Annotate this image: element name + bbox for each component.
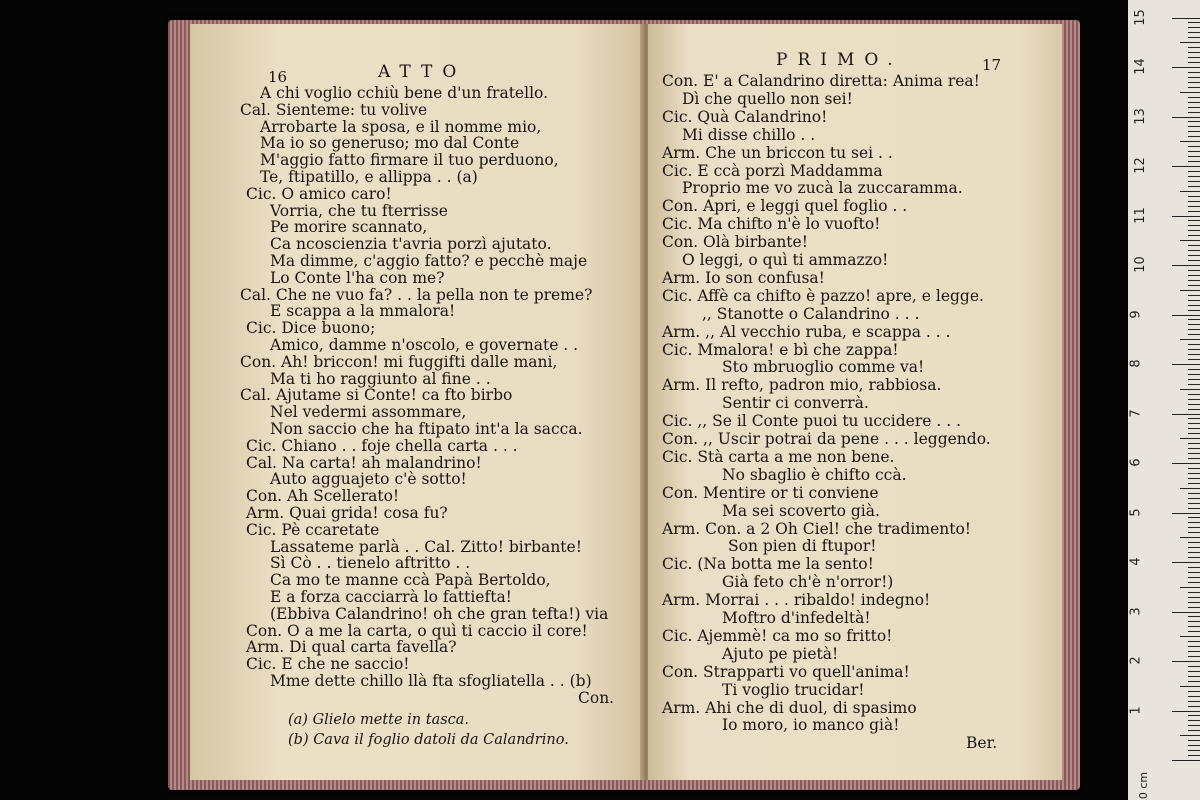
ruler-tick (1180, 141, 1200, 142)
ruler-tick (1188, 577, 1200, 578)
text-line: Lo Conte l'ha con me? (270, 268, 445, 287)
ruler-tick (1188, 572, 1200, 573)
measuring-ruler (1128, 0, 1200, 800)
ruler-tick (1188, 146, 1200, 147)
ruler-tick (1188, 201, 1200, 202)
ruler-tick (1188, 468, 1200, 469)
ruler-tick (1188, 102, 1200, 103)
ruler-tick (1188, 755, 1200, 756)
ruler-tick (1188, 354, 1200, 355)
ruler-tick (1188, 706, 1200, 707)
ruler-tick (1188, 47, 1200, 48)
ruler-tick (1188, 280, 1200, 281)
text-line: Arm. Io son confusa! (662, 268, 825, 287)
ruler-number: 5 (1128, 507, 1144, 517)
text-line: Arm. Quai grida! cosa fu? (246, 504, 448, 522)
ruler-tick (1188, 37, 1200, 38)
text-line: Lassateme parlà . . Cal. Zitto! birbante! (270, 537, 582, 556)
ruler-tick (1188, 547, 1200, 548)
ruler-tick (1188, 616, 1200, 617)
ruler-tick (1188, 22, 1200, 23)
ruler-tick (1172, 513, 1200, 514)
ruler-tick (1188, 493, 1200, 494)
ruler-number: 15 (1132, 8, 1148, 26)
left-page (190, 24, 645, 780)
ruler-tick (1188, 77, 1200, 78)
ruler-tick (1188, 676, 1200, 677)
ruler-tick (1188, 379, 1200, 380)
ruler-tick (1180, 438, 1200, 439)
ruler-tick (1188, 597, 1200, 598)
text-line: Cic. Ma chifto n'è lo vuofto! (662, 215, 881, 234)
text-line: Cic. Affè ca chifto è pazzo! apre, e legge. (662, 286, 984, 305)
text-line: Auto agguajeto c'è sotto! (270, 470, 467, 489)
ruler-tick (1188, 32, 1200, 33)
text-line: Arm. Di qual carta favella? (246, 638, 457, 657)
ruler-tick (1188, 448, 1200, 449)
ruler-tick (1188, 300, 1200, 301)
page-number: 16 (268, 68, 288, 86)
ruler-tick (1188, 404, 1200, 405)
ruler-tick (1172, 562, 1200, 563)
ruler-tick (1188, 666, 1200, 667)
ruler-tick (1188, 745, 1200, 746)
text-line: Sì Cò . . tienelo aftritto . . (270, 554, 471, 573)
ruler-tick (1188, 567, 1200, 568)
text-line: Cal. Ajutame si Conte! ca fto birbo (240, 386, 513, 405)
ruler-tick (1188, 131, 1200, 132)
ruler-tick (1188, 428, 1200, 429)
ruler-tick (1188, 97, 1200, 98)
ruler-tick (1188, 498, 1200, 499)
ruler-tick (1188, 626, 1200, 627)
ruler-tick (1188, 206, 1200, 207)
ruler-tick (1188, 503, 1200, 504)
ruler-tick (1188, 230, 1200, 231)
ruler-number: 8 (1128, 359, 1144, 368)
ruler-tick (1180, 587, 1200, 588)
ruler-tick (1188, 374, 1200, 375)
ruler-tick (1180, 42, 1200, 43)
ruler-tick (1188, 161, 1200, 162)
ruler-tick (1172, 661, 1200, 662)
text-line: Cic. ,, Se il Conte puoi tu uccidere . . . (662, 412, 961, 431)
ruler-tick (1188, 750, 1200, 751)
ruler-tick (1188, 196, 1200, 197)
ruler-tick (1188, 295, 1200, 296)
text-line: Sentir ci converrà. (722, 394, 869, 413)
page-number: 17 (982, 56, 1002, 74)
text-line: Con. Strapparti vo quell'anima! (662, 662, 910, 681)
ruler-tick (1180, 339, 1200, 340)
ruler-number: 14 (1132, 58, 1148, 75)
ruler-tick (1188, 344, 1200, 345)
ruler-tick (1188, 641, 1200, 642)
text-line: Ca ncoscienzia t'avria porzì ajutato. (270, 235, 552, 254)
ruler-tick (1188, 656, 1200, 657)
ruler-tick (1188, 329, 1200, 330)
ruler-tick (1188, 112, 1200, 113)
ruler-tick (1172, 265, 1200, 266)
ruler-tick (1180, 636, 1200, 637)
ruler-tick (1188, 715, 1200, 716)
text-line: Cic. Chiano . . foje chella carta . . . (246, 436, 518, 455)
text-line: Nel vedermi assommare, (270, 403, 467, 422)
text-line: Non saccio che ha ftipato int'a la sacca. (270, 420, 583, 438)
text-line: Cic. Mmalora! e bì che zappa! (662, 340, 899, 359)
text-line: Ber. (966, 734, 998, 753)
ruler-tick (1188, 725, 1200, 726)
ruler-tick (1180, 191, 1200, 192)
ruler-tick (1188, 319, 1200, 320)
text-line: Vorria, che tu fterrisse (270, 201, 448, 220)
ruler-tick (1188, 483, 1200, 484)
ruler-tick (1188, 409, 1200, 410)
ruler-tick (1188, 72, 1200, 73)
ruler-tick (1188, 310, 1200, 311)
ruler-tick (1188, 557, 1200, 558)
footnote: (b) Cava il foglio datoli da Calandrino. (288, 732, 569, 748)
text-line: Ma dimme, c'aggio fatto? e pecchè maje (270, 252, 588, 270)
text-line: Ma io so generuso; mo dal Conte (260, 134, 520, 153)
text-line: Io moro, io manco già! (722, 716, 900, 735)
ruler-tick (1188, 250, 1200, 251)
ruler-tick (1180, 488, 1200, 489)
text-line: Cic. Stà carta a me non bene. (662, 447, 895, 466)
text-line: Ca mo te manne ccà Papà Bertoldo, (270, 571, 551, 590)
ruler-tick (1172, 364, 1200, 365)
ruler-tick (1188, 245, 1200, 246)
ruler-tick (1188, 305, 1200, 306)
text-line: Cic. E ccà porzì Maddamma (662, 161, 883, 180)
ruler-tick (1188, 57, 1200, 58)
ruler-number: 9 (1128, 309, 1144, 319)
ruler-tick (1188, 62, 1200, 63)
ruler-tick (1180, 537, 1200, 538)
ruler-tick (1188, 681, 1200, 682)
ruler-tick (1172, 67, 1200, 68)
ruler-tick (1188, 478, 1200, 479)
ruler-tick (1180, 290, 1200, 291)
ruler-tick (1188, 399, 1200, 400)
ruler-tick (1188, 527, 1200, 528)
text-line: Con. Olà birbante! (662, 233, 808, 252)
ruler-tick (1188, 508, 1200, 509)
text-line: Cal. Che ne vuo fa? . . la pella non te preme? (240, 285, 593, 304)
text-line: Con. Mentire or ti conviene (662, 483, 879, 502)
footnote: (a) Glielo mette in tasca. (288, 712, 470, 728)
ruler-number: 10 (1132, 256, 1148, 273)
text-line: Cic. Ajemmè! ca mo so fritto! (662, 626, 893, 645)
ruler-tick (1188, 701, 1200, 702)
text-line: E scappa a la mmalora! (270, 302, 456, 321)
ruler-tick (1188, 458, 1200, 459)
text-line: Arm. Con. a 2 Oh Ciel! che tradimento! (662, 519, 972, 538)
text-line: Arrobarte la sposa, e il nomme mio, (260, 117, 542, 136)
ruler-tick (1188, 453, 1200, 454)
text-line: (Ebbiva Calandrino! oh che gran tefta!) via (270, 604, 609, 623)
ruler-number: 11 (1132, 206, 1148, 224)
text-line: Cal. Na carta! ah malandrino! (246, 453, 482, 472)
text-line: No sbaglio è chifto ccà. (722, 465, 907, 484)
ruler-tick (1188, 522, 1200, 523)
text-line: Con. E' a Calandrino diretta: Anima rea! (662, 72, 980, 90)
text-line: ,, Stanotte o Calandrino . . . (702, 304, 920, 323)
text-line: Ajuto pe pietà! (722, 644, 839, 663)
ruler-tick (1188, 552, 1200, 553)
text-line: Sto mbruoglio comme va! (722, 358, 925, 377)
ruler-tick (1172, 463, 1200, 464)
ruler-tick (1188, 260, 1200, 261)
ruler-tick (1188, 720, 1200, 721)
ruler-tick (1188, 359, 1200, 360)
text-line: Cic. E che ne saccio! (246, 655, 410, 674)
ruler-tick (1180, 389, 1200, 390)
ruler-tick (1188, 220, 1200, 221)
ruler-tick (1188, 270, 1200, 271)
text-line: Mme dette chillo llà fta sfogliatella . . (b) (270, 672, 592, 690)
ruler-number: 1 (1128, 705, 1144, 715)
text-line: Cic. Dice buono; (246, 319, 376, 338)
ruler-tick (1188, 607, 1200, 608)
text-line: Cal. Sienteme: tu volive (240, 100, 428, 119)
text-line: Cic. Pè ccaretate (246, 520, 380, 539)
ruler-tick (1188, 671, 1200, 672)
ruler-tick (1188, 27, 1200, 28)
ruler-tick (1188, 646, 1200, 647)
text-line: Con. Ah! briccon! mi fuggifti dalle mani, (240, 352, 558, 371)
ruler-tick (1188, 542, 1200, 543)
text-line: Arm. Ahi che di duol, di spasimo (662, 698, 917, 717)
ruler-tick (1188, 156, 1200, 157)
ruler-tick (1188, 532, 1200, 533)
ruler-tick (1188, 186, 1200, 187)
text-line: Già feto ch'è n'orror!) (722, 573, 894, 592)
ruler-tick (1188, 181, 1200, 182)
ruler-tick (1188, 87, 1200, 88)
text-line: Con. (578, 688, 615, 707)
ruler-tick (1188, 151, 1200, 152)
ruler-tick (1188, 433, 1200, 434)
ruler-tick (1180, 735, 1200, 736)
text-line: Cic. (Na botta me la sento! (662, 555, 874, 574)
ruler-tick (1188, 592, 1200, 593)
ruler-tick (1188, 473, 1200, 474)
ruler-tick (1188, 255, 1200, 256)
text-line: Con. Apri, e leggi quel foglio . . (662, 197, 908, 216)
text-line: M'aggio fatto firmare il tuo perduono, (260, 151, 559, 170)
text-line: Con. O a me la carta, o quì ti caccio il core! (246, 621, 588, 640)
ruler-number: 3 (1128, 606, 1144, 616)
ruler-tick (1172, 216, 1200, 217)
text-line: Cic. Quà Calandrino! (662, 107, 828, 126)
ruler-tick (1188, 82, 1200, 83)
ruler-tick (1188, 631, 1200, 632)
ruler-tick (1188, 121, 1200, 122)
ruler-number: 4 (1128, 557, 1144, 566)
ruler-tick (1172, 166, 1200, 167)
ruler-tick (1188, 423, 1200, 424)
ruler-number: 7 (1128, 408, 1144, 418)
ruler-tick (1188, 52, 1200, 53)
text-line: Arm. Che un briccon tu sei . . (662, 143, 893, 162)
ruler-tick (1172, 760, 1200, 761)
ruler-tick (1188, 275, 1200, 276)
ruler-tick (1172, 18, 1200, 19)
ruler-tick (1188, 136, 1200, 137)
right-page (648, 24, 1062, 780)
text-line: Ma sei scoverto già. (722, 501, 880, 520)
ruler-tick (1188, 171, 1200, 172)
text-line: Arm. Morrai . . . ribaldo! indegno! (662, 591, 931, 610)
ruler-tick (1188, 602, 1200, 603)
ruler-tick (1188, 126, 1200, 127)
ruler-tick (1188, 285, 1200, 286)
ruler-tick (1180, 240, 1200, 241)
text-line: Ma ti ho raggiunto al fine . . (270, 369, 491, 388)
ruler-number: 2 (1128, 656, 1144, 665)
text-line: Cic. O amico caro! (246, 184, 392, 203)
text-line: Con. ,, Uscir potrai da pene . . . leggendo. (662, 430, 991, 448)
ruler-tick (1188, 443, 1200, 444)
ruler-tick (1188, 696, 1200, 697)
text-line: A chi voglio cchiù bene d'un fratello. (260, 84, 549, 102)
text-line: Proprio me vo zucà la zuccaramma. (682, 179, 963, 198)
ruler-tick (1188, 418, 1200, 419)
ruler-tick (1172, 315, 1200, 316)
ruler-tick (1188, 211, 1200, 212)
ruler-tick (1188, 517, 1200, 518)
ruler-number: 6 (1128, 458, 1144, 467)
ruler-number: 12 (1132, 157, 1148, 174)
ruler-tick (1188, 176, 1200, 177)
ruler-tick (1188, 235, 1200, 236)
ruler-unit-label: 0 cm (1137, 771, 1151, 800)
text-line: Ti voglio trucidar! (722, 680, 865, 699)
ruler-tick (1172, 612, 1200, 613)
text-line: Mi disse chillo . . (682, 125, 816, 144)
ruler-tick (1188, 691, 1200, 692)
ruler-tick (1188, 334, 1200, 335)
ruler-tick (1188, 349, 1200, 350)
text-line: Dì che quello non sei! (682, 89, 853, 108)
text-line: Arm. Il refto, padron mio, rabbiosa. (662, 376, 942, 395)
ruler-tick (1172, 711, 1200, 712)
text-line: Te, ftipatillo, e allippa . . (a) (260, 168, 478, 186)
ruler-tick (1172, 117, 1200, 118)
ruler-tick (1188, 394, 1200, 395)
ruler-tick (1188, 369, 1200, 370)
running-header: PRIMO. (776, 50, 903, 70)
ruler-tick (1188, 621, 1200, 622)
ruler-tick (1188, 730, 1200, 731)
ruler-tick (1188, 225, 1200, 226)
ruler-tick (1180, 92, 1200, 93)
ruler-number: 13 (1132, 107, 1148, 125)
ruler-tick (1188, 107, 1200, 108)
text-line: Moftro d'infedeltà! (722, 609, 871, 627)
ruler-tick (1188, 740, 1200, 741)
text-line: Pe morire scannato, (270, 218, 428, 237)
text-line: Con. Ah Scellerato! (246, 487, 400, 506)
text-line: E a forza cacciarrà lo fattiefta! (270, 588, 512, 606)
text-line: Arm. ,, Al vecchio ruba, e scappa . . . (662, 322, 951, 341)
ruler-tick (1172, 414, 1200, 415)
ruler-tick (1180, 686, 1200, 687)
ruler-tick (1188, 384, 1200, 385)
ruler-tick (1188, 651, 1200, 652)
text-line: Amico, damme n'oscolo, e governate . . (270, 336, 579, 354)
text-line: O leggi, o quì ti ammazzo! (682, 251, 889, 269)
ruler-tick (1188, 324, 1200, 325)
ruler-tick (1188, 582, 1200, 583)
text-line: Son pien di ftupor! (728, 537, 877, 556)
running-header: ATTO (378, 62, 467, 82)
